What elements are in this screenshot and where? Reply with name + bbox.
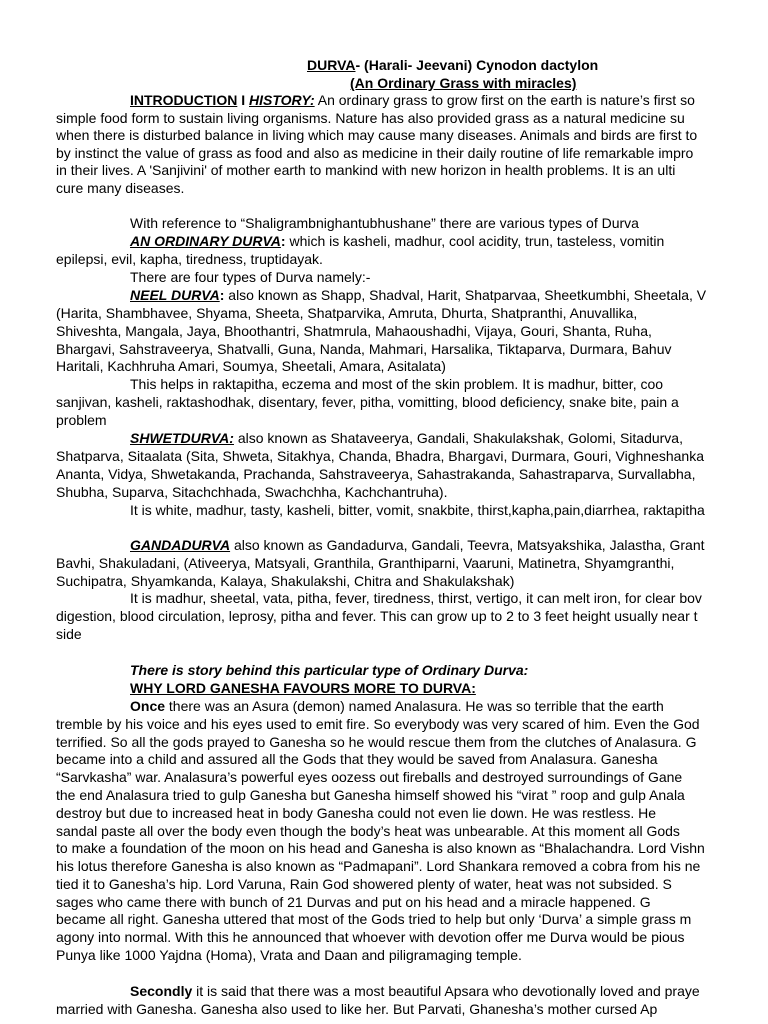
story-heading: WHY LORD GANESHA FAVOURS MORE TO DURVA:: [130, 680, 476, 696]
four-types-line: There are four types of Durva namely:-: [130, 269, 371, 285]
secondly-word: Secondly: [130, 983, 193, 999]
ordinary-text-1: which is kasheli, madhur, cool acidity, trun, tasteless, vomitin: [285, 233, 665, 249]
neel-colon: :: [219, 287, 225, 303]
ordinary-line-1: [130, 233, 664, 250]
neel-para-line-1: This helps in raktapitha, eczema and most of the skin problem. It is madhur, bitter, coo: [130, 376, 664, 392]
document-title: [307, 57, 598, 74]
ganda-para-line-1: It is madhur, sheetal, vata, pitha, fever, tiredness, thirst, vertigo, it can melt iron, for clear bov: [130, 590, 702, 606]
story-line-14: agony into normal. With this he announced that whoever with devotion offer me Durva would be pious: [56, 929, 685, 945]
neel-line-2: (Harita, Shambhavee, Shyama, Sheeta, Shatparvika, Amruta, Dhurta, Shatpranthi, Anuvallika,: [56, 305, 638, 321]
ganda-line-3: Suchipatra, Shyamkanda, Kalaya, Shakulakshi, Chitra and Shakulakshak): [56, 573, 515, 589]
title-durva: DURVA: [307, 57, 356, 73]
story-once: Once: [130, 698, 166, 714]
neel-line-5: Haritali, Kachhruha Amari, Soumya, Sheetali, Amara, Asitalata): [56, 358, 446, 374]
ordinary-line-2: epilepsi, evil, kapha, tiredness, truptidayak.: [56, 251, 323, 267]
intro-line-4: by instinct the value of grass as food and also as medicine in their daily routine of life remarkable impro: [56, 145, 694, 161]
story-line-10: his lotus therefore Ganesha is also known as “Padmapani”. Lord Shankara removed a cobra from his ne: [56, 858, 701, 874]
intro-line-5: in their lives. A 'Sanjivini' of mother earth to mankind with new horizon in health problems. It is an ulti: [56, 162, 676, 178]
shwet-line-1: [130, 430, 683, 447]
story-line-11: tied it to Ganesha’s hip. Lord Varuna, Rain God showered plenty of water, heat was not subsided. S: [56, 876, 672, 892]
ganda-para-line-3: side: [56, 626, 82, 642]
story-line-6: the end Analasura tried to gulp Ganesha but Ganesha himself showed his “virat ” roop and gulp Anala: [56, 787, 685, 803]
secondly-text-1: it is said that there was a most beautiful Apsara who devotionally loved and praye: [192, 983, 700, 999]
neel-text-1: also known as Shapp, Shadval, Harit, Shatparvaa, Sheetkumbhi, Sheetala, V: [224, 287, 707, 303]
story-line-9: to make a foundation of the moon on his head and Ganesha is also known as “Bhalachandra. Lord Vishn: [56, 840, 705, 856]
intro-line-6: cure many diseases.: [56, 180, 185, 196]
neel-para-line-3: problem: [56, 412, 107, 428]
neel-line-4: Bhargavi, Sahstraveerya, Shatvalli, Guna, Nanda, Mahmari, Harsalika, Tiktaparva, Durmara, Bahuv: [56, 341, 672, 357]
shwet-text-1: also known as Shataveerya, Gandali, Shakulakshak, Golomi, Sitadurva,: [233, 430, 683, 446]
intro-slash: I: [237, 92, 249, 108]
ganda-para-line-2: digestion, blood circulation, leprosy, pitha and fever. This can grow up to 2 to 3 feet height usually near t: [56, 608, 698, 624]
story-line-15: Punya like 1000 Yajdna (Homa), Vrata and Daan and piligramaging temple.: [56, 947, 522, 963]
intro-line-3: when there is disturbed balance in living which may cause many diseases. Animals and birds are first to: [56, 127, 698, 143]
shwet-heading: SHWETDURVA:: [130, 430, 234, 446]
intro-line-2: simple food form to sustain living organisms. Nature has also provided grass as a natural medicine su: [56, 110, 685, 126]
story-line-8: sandal paste all over the body even though the body’s heat was unbearable. At this moment all Gods: [56, 823, 680, 839]
story-line-3: terrified. So all the gods prayed to Ganesha so he would rescue them from the clutches of Analasura. G: [56, 734, 697, 750]
ganda-text-1: also known as Gandadurva, Gandali, Teevra, Matsyakshika, Jalastha, Grant: [230, 537, 705, 553]
shwet-line-3: Ananta, Vidya, Shwetakanda, Prachanda, Sahstraveerya, Sahastrakanda, Sahastraparva, Survallabha,: [56, 466, 696, 482]
ganda-heading: GANDADURVA: [130, 537, 231, 553]
neel-heading: NEEL DURVA: [130, 287, 220, 303]
story-line-2: tremble by his voice and his eyes used to emit fire. So everybody was very scared of him. Even the God: [56, 716, 700, 732]
secondly-line-1: [130, 983, 700, 1000]
shwet-line-4: Shubha, Suparva, Sitachchhada, Swachchha, Kachchantruha).: [56, 484, 448, 500]
title-rest: - (Harali- Jeevani) Cynodon dactylon: [355, 57, 599, 73]
shwet-para-line-1: It is white, madhur, tasty, kasheli, bitter, vomit, snakbite, thirst,kapha,pain,diarrhea, raktapitha: [130, 502, 705, 518]
shwet-line-2: Shatparva, Sitaalata (Sita, Shweta, Sitakhya, Chanda, Bhadra, Bhargavi, Durmara, Gouri, Vighneshanka: [56, 448, 704, 464]
neel-line-3: Shiveshta, Mangala, Jaya, Bhoothantri, Shatmrula, Mahaoushadhi, Vijaya, Gouri, Shanta, Ruha,: [56, 323, 652, 339]
story-line-4: became into a child and assured all the Gods that they would be saved from Analasura. Ganesha: [56, 751, 658, 767]
neel-para-line-2: sanjivan, kasheli, raktashodhak, disentary, fever, pitha, vomitting, blood deficiency, snake bite, pain a: [56, 394, 679, 410]
story-intro: There is story behind this particular type of Ordinary Durva:: [130, 662, 529, 678]
story-line-13: became all right. Ganesha uttered that most of the Gods tried to help but only ‘Durva’ a simple grass m: [56, 911, 692, 927]
document-subtitle: (An Ordinary Grass with miracles): [350, 75, 577, 91]
story-line-5: “Sarvkasha” war. Analasura’s powerful eyes oozess out fireballs and destroyed surroundings of Gane: [56, 769, 683, 785]
story-line-1: [130, 698, 664, 715]
story-text-1: there was an Asura (demon) named Analasura. He was so terrible that the earth: [165, 698, 664, 714]
intro-heading: INTRODUCTION: [130, 92, 238, 108]
neel-line-1: [130, 287, 706, 304]
story-line-7: destroy but due to increased heat in body Ganesha could not even lie down. He was restless. He: [56, 805, 657, 821]
intro-line-1: [130, 92, 695, 109]
ordinary-colon: :: [280, 233, 286, 249]
reference-line: With reference to “Shaligrambnighantubhushane” there are various types of Durva: [130, 215, 639, 231]
intro-text-1: An ordinary grass to grow first on the earth is nature’s first so: [314, 92, 695, 108]
ganda-line-2: Bavhi, Shakuladani, (Ativeerya, Matsyali, Granthila, Granthiparni, Vaaruni, Matinetra, Shyamgranthi,: [56, 555, 675, 571]
ordinary-heading: AN ORDINARY DURVA: [130, 233, 281, 249]
intro-heading-history: HISTORY:: [249, 92, 315, 108]
secondly-line-2: married with Ganesha. Ganesha also used to like her. But Parvati, Ghanesha’s mother cursed Ap: [56, 1001, 658, 1017]
ganda-line-1: [130, 537, 705, 554]
story-line-12: sages who came there with bunch of 21 Durvas and put on his head and a miracle happened. G: [56, 894, 651, 910]
